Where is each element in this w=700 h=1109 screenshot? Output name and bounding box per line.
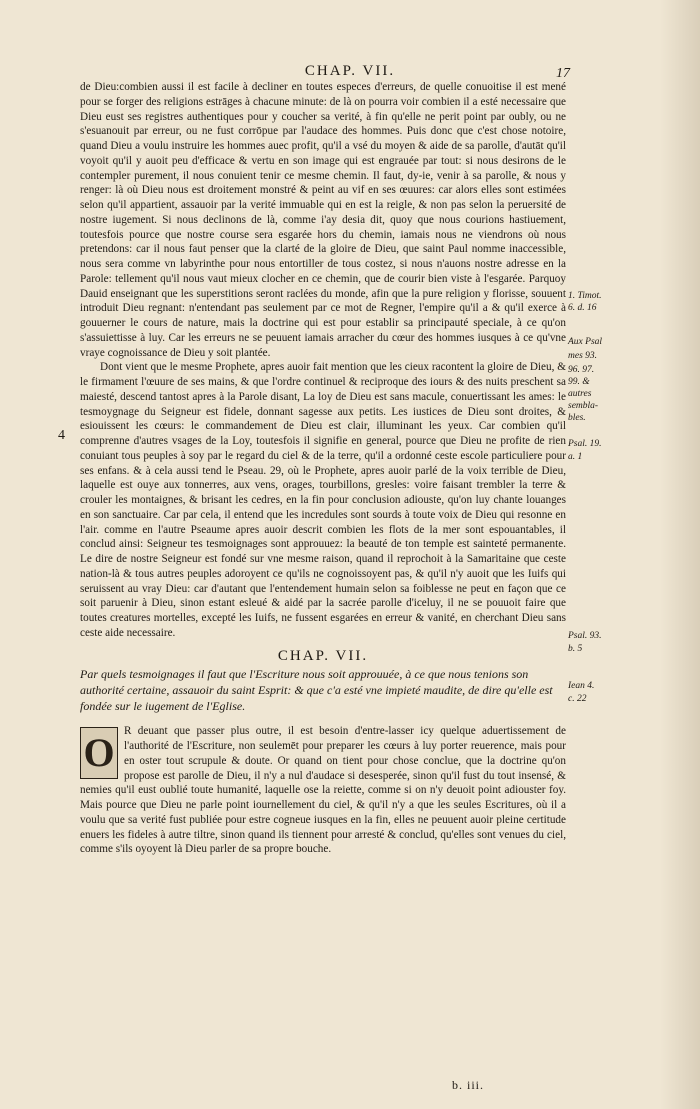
page-edge-shadow	[660, 0, 700, 1109]
chapter-heading: CHAP. VII.	[277, 647, 369, 664]
paragraph: R deuant que passer plus outre, il est besoin d'entre-lasser icy quelque aduertissement de l'authorité de l'Escriture, non seulemēt pour preparer les cœurs à luy porter reuerence, mais pour en oster tout scrupule & doute. Or quand on tient pour chose conclue, que la doctrine qu'on propose est parolle de Dieu, il n'y a nul d'audace si desesperée, sinon qu'il fust du tout insensé, & nemies qu'il eust oublié toute humanité, laquelle ose la reiette, comme si on n'y deuoit point adiouster foy. Mais pource que Dieu ne parle point iournellement du ciel, & qu'il n'y a que les seules Escritures, où il a voulu que sa verité fust publiée pour estre cogneue iusques en la fin, elles ne peuuent auoir pleine certitude enuers les fideles à autre tiltre, sinon quand ils tiennent pour arresté & conclud, qu'elles sont venues du ciel, comme s'ils oyoyent là Dieu parler de sa propre bouche.	[80, 725, 566, 856]
margin-note: autres	[568, 389, 592, 399]
margin-note: 99. &	[568, 377, 590, 387]
margin-note: Iean 4.	[568, 681, 595, 691]
margin-note: c. 22	[568, 694, 587, 704]
paragraph: de Dieu:combien aussi il est facile à decliner en toutes especes d'erreurs, de quelle conuoitise il est mené pour se forger des religions estrāges à chacune minute: de là on pourra voir combien il a esté necessaire que Dieu eust ses registres authentiques pour y coucher sa verité, à fin qu'elle ne perit point par oubly, ou ne s'esuanouit par erreur, ou ne fust corrōpue par l'audace des hommes. Puis donc que c'est chose notoire, quand Dieu a voulu instruire les hommes auec profit, qu'il a vsé du moyen & aide de sa parolle, d'autāt qu'il voyoit qu'il y auoit peu d'efficace & vertu en son image qui est engrauée par tout: si nous desirons de le contempler purement, il nous conuient tenir ce mesme chemin. Il faut, dy-ie, venir à sa parolle, & nous y renger: là où Dieu nous est droitement monstré & peint au vif en ses œuures: car alors elles sont estimées selon qu'il appartient, assauoir par la verité immuable qui en est la reigle, & non pas selon la peruersité de nostre iugement. Si nous declinons de là, comme i'ay desia dit, quoy que nous courions hastiuement, toutesfois pource que nostre course sera esgarée hors du chemin, iamais nous ne viendrons où nous pretendons: car il nous faut penser que la clarté de la gloire de Dieu, que saint Paul nomme inaccessible, nous sera comme vn labyrinthe pour nous entortiller de tous costez, si nous n'auons nostre adresse en la Parole: tellement qu'il nous vaut mieux clocher en ce chemin, que de courir bien viste à l'esgarée. Parquoy Dauid enseignant que les superstitions seront raclées du monde, afin que la pure religion y florisse, souuent introduit Dieu regnant: n'entendant pas seulement par ce mot de Regner, l'empire qu'il a & qu'il exerce à gouuerner le cours de nature, mais la doctrine qui est pour establir sa principauté speciale, à ce qu'on s'assuiettisse à luy. Car les erreurs ne se peuuent iamais arracher du cœur des hommes iusques à ce qu'vne vraye cognoissance de Dieu y soit plantée.	[80, 81, 566, 359]
margin-note: Psal. 19.	[568, 439, 602, 449]
paragraph: Dont vient que le mesme Prophete, apres auoir fait mention que les cieux racontent la gloire de Dieu, & le firmament l'œuure de ses mains, & que l'ordre continuel & reciproque des iours & des nuits preschent sa maiesté, descend tantost apres à la Parole disant, La loy de Dieu est sans macule, conuertissant les ames: le tesmoygnage du Seigneur est fidele, donnant sagesse aux petits. Les iustices de Dieu sont droites, & esiouissent les cœurs: le commandement de Dieu est clair, illuminant les yeux. Car combien qu'il comprenne d'autres vsages de la Loy, toutesfois il signifie en general, pource que Dieu ne profite de rien conuiant tous peuples à soy par le regard du ciel & de la terre, qu'il a ordonné ceste escole particuliere pour ses enfans. & à cela aussi tend le Pseau. 29, où le Prophete, apres auoir parlé de la voix terrible de Dieu, laquelle est ouye aux tonnerres, aux vens, orages, tourbillons, gresles: voire faisant trembler la terre & crouler les montaignes, & brisant les cedres, en la fin pour conclusion adiouste, qu'on luy chante louanges en son sanctuaire. Car par cela, il entend que les incredules sont sourds à toute voix de Dieu qui resonne en l'air. comme en l'autre Pseaume apres auoir descrit combien les flots de la mer sont espouantables, il conclud ainsi: Seigneur tes tesmoignages sont approuuez: la beauté de ton temple est sainteté permanente. Le dire de nostre Seigneur est fondé sur vne mesme raison, quand il reprochoit à la Samaritaine que ceste nation-là & tous autres peuples adoroyent ce qu'ils ne cognoissoyent pas, & qu'il n'y auoit que les Iuifs qui seruissent au vray Dieu: car d'autant que l'entendement humain selon sa foiblesse ne peut en façon que ce soit paruenir à Dieu, sinon estant esleué & aidé par la sacrée parolle d'iceluy, il ne se pouuoit faire que toutes creatures mortelles, excepté les Iuifs, ne fussent esgarées en erreur & vanité, en cherchant Dieu sans ceste aide necessaire.	[80, 361, 566, 639]
margin-note: Psal. 93.	[568, 631, 602, 641]
paragraph-number: 4	[58, 428, 65, 443]
page-number: 17	[556, 66, 570, 81]
margin-note: 96. 97.	[568, 365, 595, 375]
margin-note: a. 1	[568, 452, 583, 462]
margin-note: mes 93.	[568, 351, 598, 361]
chapter-summary: Par quels tesmoignages il faut que l'Escriture nous soit approuuée, à ce que nous tenions son authorité certaine, assauoir du saint Esprit: & que c'a esté vne impieté maudite, de dire qu'elle est fondée sur le iugement de l'Eglise.	[80, 667, 553, 714]
margin-note: bles.	[568, 413, 586, 423]
margin-note: sembla-	[568, 401, 599, 411]
margin-note: 6. d. 16	[568, 303, 597, 313]
margin-note: 1. Timot.	[568, 291, 602, 301]
text-block	[80, 80, 566, 857]
margin-note: b. 5	[568, 644, 583, 654]
running-head: CHAP. VII.	[304, 63, 396, 79]
decorated-initial: O	[80, 727, 118, 779]
opening-paragraph	[80, 724, 566, 857]
margin-note: Aux Psal	[568, 337, 603, 347]
signature-mark: b. iii.	[452, 1078, 485, 1092]
